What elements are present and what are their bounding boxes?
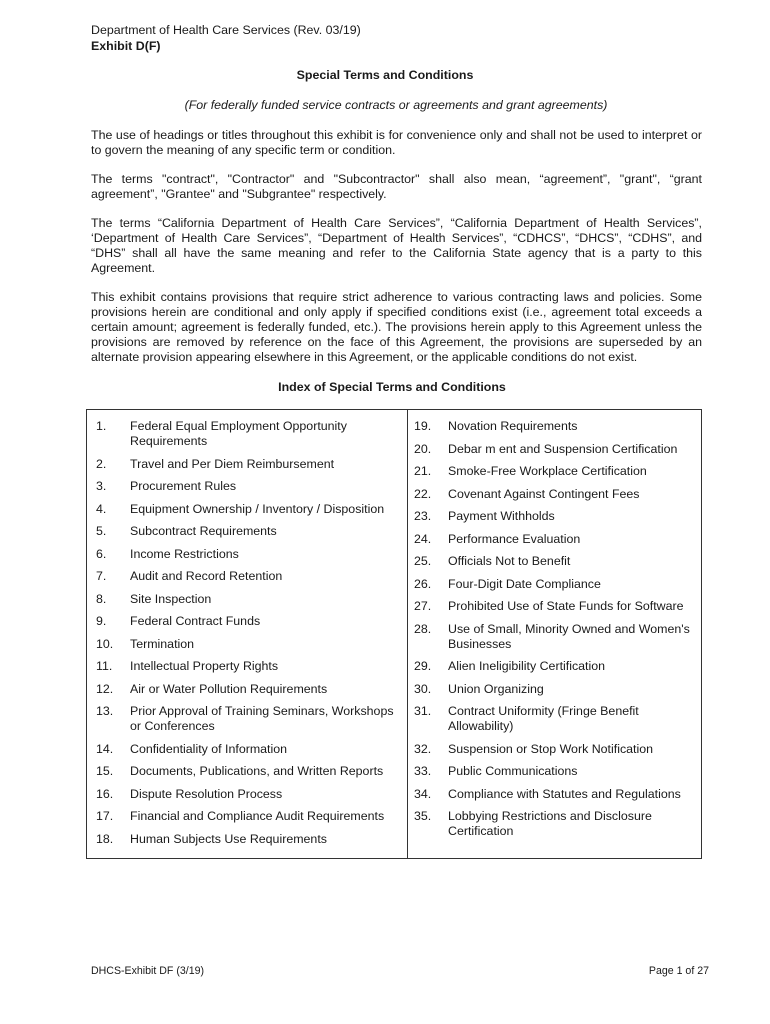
- index-item: [96, 742, 401, 757]
- index-item-text: Income Restrictions: [130, 546, 239, 561]
- index-item-number: 30.: [414, 681, 432, 696]
- index-item-text: Contract Uniformity (Fringe Benefit Allowability): [448, 704, 639, 733]
- index-item: [96, 704, 401, 734]
- index-item-text: Intellectual Property Rights: [130, 659, 279, 673]
- index-item-text: Travel and Per Diem Reimbursement: [130, 456, 335, 471]
- index-item: [414, 599, 699, 614]
- index-item-number: 22.: [414, 486, 432, 501]
- index-item-number: 10.: [96, 636, 114, 651]
- index-item-number: 28.: [414, 621, 432, 636]
- index-item-number: 34.: [414, 786, 432, 801]
- index-item-number: 26.: [414, 576, 432, 591]
- index-item: [96, 569, 401, 584]
- index-item-number: 1.: [96, 419, 107, 433]
- paragraph-headings: The use of headings or titles throughout this exhibit is for convenience only and shall not be used to interpret or to govern the meaning of any specific term or condition.: [91, 128, 702, 157]
- index-item: [414, 509, 699, 524]
- index-item: [96, 547, 401, 562]
- index-item-text: Lobbying Restrictions and Disclosure Certification: [448, 809, 652, 838]
- index-item-number: 35.: [414, 809, 432, 823]
- index-left-column: [96, 419, 401, 854]
- index-item-number: 11.: [96, 659, 113, 673]
- index-item-number: 24.: [414, 531, 432, 546]
- index-item-number: 8.: [96, 591, 107, 606]
- header-exhibit: Exhibit D(F): [91, 39, 161, 53]
- index-item-text: Prohibited Use of State Funds for Software: [448, 599, 684, 613]
- index-item-number: 19.: [414, 419, 432, 433]
- index-item-text: Performance Evaluation: [448, 531, 581, 546]
- index-item-text: Debar m ent and Suspension Certification: [448, 441, 678, 456]
- index-item-number: 20.: [414, 441, 432, 456]
- index-item-number: 7.: [96, 569, 107, 583]
- index-item: [414, 682, 699, 697]
- index-item-text: Novation Requirements: [448, 419, 578, 433]
- index-item: [96, 479, 401, 494]
- index-item-number: 14.: [96, 741, 114, 756]
- index-item-number: 6.: [96, 546, 107, 561]
- index-item-text: Smoke-Free Workplace Certification: [448, 464, 647, 478]
- index-right-column: [414, 419, 699, 847]
- index-item-number: 21.: [414, 464, 432, 478]
- index-item: [96, 637, 401, 652]
- index-item: [96, 419, 401, 449]
- index-item: [414, 464, 699, 479]
- index-item-number: 25.: [414, 554, 432, 568]
- index-item: [414, 554, 699, 569]
- index-item: [96, 457, 401, 472]
- index-item-text: Public Communications: [448, 764, 578, 778]
- index-item-number: 33.: [414, 764, 432, 778]
- index-item: [414, 704, 699, 734]
- index-item-text: Termination: [130, 636, 195, 651]
- document-subtitle: (For federally funded service contracts or agreements and grant agreements): [184, 98, 608, 112]
- index-item: [414, 532, 699, 547]
- index-item-number: 5.: [96, 524, 107, 538]
- index-item-text: Documents, Publications, and Written Reports: [130, 764, 384, 778]
- index-item-text: Compliance with Statutes and Regulations: [448, 786, 681, 801]
- index-item: [414, 419, 699, 434]
- index-item-text: Union Organizing: [448, 681, 544, 696]
- index-item-text: Human Subjects Use Requirements: [130, 831, 327, 846]
- index-item-number: 13.: [96, 704, 114, 718]
- index-item: [96, 592, 401, 607]
- index-item-text: Suspension or Stop Work Notification: [448, 741, 654, 756]
- index-item-number: 16.: [96, 786, 114, 801]
- index-item: [96, 614, 401, 629]
- index-item: [414, 622, 699, 652]
- index-item: [414, 809, 699, 839]
- header-department: Department of Health Care Services (Rev. 03/19): [91, 23, 361, 37]
- index-item: [414, 659, 699, 674]
- index-item: [96, 524, 401, 539]
- index-item-number: 32.: [414, 741, 432, 756]
- index-item-text: Prior Approval of Training Seminars, Workshops or Conferences: [130, 704, 394, 733]
- index-item-text: Dispute Resolution Process: [130, 786, 283, 801]
- index-item-text: Four-Digit Date Compliance: [448, 576, 601, 591]
- index-item: [96, 787, 401, 802]
- index-item-number: 31.: [414, 704, 432, 718]
- index-item-number: 23.: [414, 509, 432, 523]
- index-item-text: Air or Water Pollution Requirements: [130, 681, 328, 696]
- index-item-text: Federal Contract Funds: [130, 614, 261, 628]
- paragraph-contract-terms: The terms "contract", "Contractor" and "Subcontractor" shall also mean, “agreement”, "grant", “grant agreement”, "Grantee" and "Subgrantee" respectively.: [91, 172, 702, 201]
- index-item: [414, 742, 699, 757]
- index-item-text: Subcontract Requirements: [130, 524, 277, 538]
- index-title: Index of Special Terms and Conditions: [278, 380, 506, 394]
- index-item: [96, 832, 401, 847]
- index-item-text: Officials Not to Benefit: [448, 554, 571, 568]
- index-item: [414, 787, 699, 802]
- footer-page-number: Page 1 of 27: [648, 965, 709, 977]
- index-item-text: Confidentiality of Information: [130, 741, 288, 756]
- index-item-text: Federal Equal Employment Opportunity Requirements: [130, 419, 347, 448]
- index-item-number: 4.: [96, 501, 107, 516]
- footer-form-id: DHCS-Exhibit DF (3/19): [91, 965, 205, 977]
- index-item: [414, 577, 699, 592]
- index-item-number: 15.: [96, 764, 114, 778]
- index-item: [96, 682, 401, 697]
- index-item-number: 18.: [96, 831, 114, 846]
- paragraph-provisions: This exhibit contains provisions that require strict adherence to various contracting laws and policies. Some provisions herein are conditional and only apply if specified conditions exist (i.e., agreement total exceeds a certain amount; agreement is federally funded, etc.). The provisions herein apply to this Agreement unless the provisions are removed by reference on the face of this Agreement, the provisions are superseded by an alternate provision appearing elsewhere in this Agreement, or the applicable conditions do not exist.: [91, 290, 702, 364]
- index-item-text: Procurement Rules: [130, 479, 237, 493]
- index-item-number: 9.: [96, 614, 107, 628]
- index-item: [96, 659, 401, 674]
- index-item-number: 3.: [96, 479, 107, 493]
- index-item: [96, 764, 401, 779]
- index-item: [96, 502, 401, 517]
- index-item-text: Covenant Against Contingent Fees: [448, 486, 640, 501]
- index-item-number: 17.: [96, 809, 114, 823]
- index-item-text: Use of Small, Minority Owned and Women's Businesses: [448, 621, 690, 651]
- index-item: [414, 487, 699, 502]
- paragraph-department-terms: The terms “California Department of Health Care Services”, “California Department of Health Services”, ‘Department of Health Care Services”, “Department of Health Services”, “CDHCS”, “DHCS”, “CDHS”, and “DHS” shall all have the same meaning and refer to the California State agency that is a party to this Agreement.: [91, 216, 702, 275]
- index-item-text: Payment Withholds: [448, 509, 555, 523]
- index-column-divider: [407, 409, 408, 859]
- index-item-text: Audit and Record Retention: [130, 569, 283, 583]
- index-item: [414, 442, 699, 457]
- index-item: [96, 809, 401, 824]
- index-item-number: 27.: [414, 599, 432, 613]
- index-item-number: 29.: [414, 659, 432, 673]
- index-item-number: 2.: [96, 456, 107, 471]
- document-title: Special Terms and Conditions: [296, 68, 474, 82]
- index-item: [414, 764, 699, 779]
- index-item-text: Financial and Compliance Audit Requirements: [130, 809, 385, 823]
- index-item-number: 12.: [96, 681, 114, 696]
- index-item-text: Site Inspection: [130, 591, 212, 606]
- index-item-text: Equipment Ownership / Inventory / Disposition: [130, 501, 385, 516]
- index-item-text: Alien Ineligibility Certification: [448, 659, 606, 673]
